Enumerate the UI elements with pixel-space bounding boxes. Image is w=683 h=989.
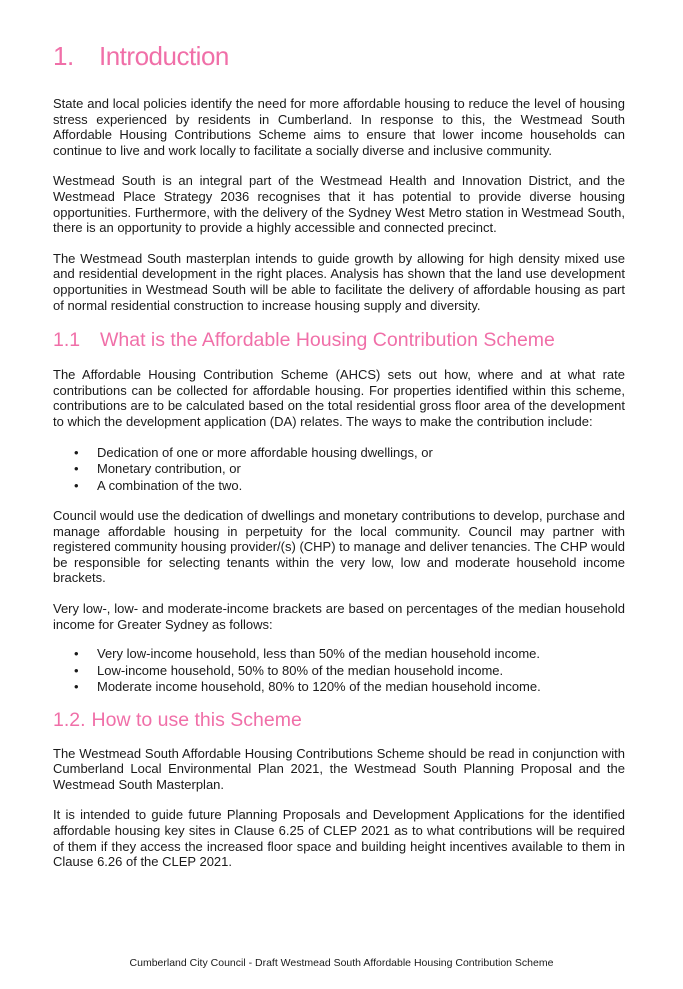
section-title: How to use this Scheme bbox=[91, 708, 302, 731]
section-1-2-paragraph-2: It is intended to guide future Planning Proposals and Development Applications for the identified affordable housing key sites in Clause 6.25 of CLEP 2021 as to what contributions will be required of them if they access the increased floor space and building height incentives available to them in Clause 6.26 of the CLEP 2021. bbox=[53, 807, 625, 870]
bullet-icon: • bbox=[74, 679, 79, 695]
list-item: • Dedication of one or more affordable housing dwellings, or bbox=[74, 444, 433, 460]
intro-paragraph-2: Westmead South is an integral part of the Westmead Health and Innovation District, and the Westmead Place Strategy 2036 recognises that it has potential to provide diverse housing opportunities. Furthermore, with the delivery of the Sydney West Metro station in Westmead South, there is an opportunity to provide a highly accessible and connected precinct. bbox=[53, 173, 625, 236]
bullet-icon: • bbox=[74, 444, 79, 460]
section-1-1-paragraph-2: Council would use the dedication of dwellings and monetary contributions to develop, purchase and manage affordable housing in perpetuity for the local community. Council may partner with registered community housing provider/(s) (CHP) to manage and deliver tenancies. The CHP would be responsible for selecting tenants within the very low, low and moderate household income brackets. bbox=[53, 508, 625, 586]
section-title: What is the Affordable Housing Contribution Scheme bbox=[100, 329, 555, 352]
list-item: • Very low-income household, less than 50% of the median household income. bbox=[74, 646, 540, 662]
heading-title: Introduction bbox=[99, 41, 229, 71]
section-1-1-paragraph-1: The Affordable Housing Contribution Scheme (AHCS) sets out how, where and at what rate contributions can be collected for affordable housing. For properties identified within this scheme, contributions are to be calculated based on the total residential gross floor area of the development to which the development application (DA) relates. The ways to make the contribution include: bbox=[53, 367, 625, 429]
bullet-icon: • bbox=[74, 646, 79, 662]
section-number: 1.2. bbox=[53, 708, 86, 731]
intro-paragraph-3: The Westmead South masterplan intends to guide growth by allowing for high density mixed use and residential development in the right places. Analysis has shown that the land use development opportunities in Westmead South will be able to facilitate the delivery of affordable housing as part of normal residential construction to increase housing supply and diversity. bbox=[53, 250, 625, 313]
bullet-icon: • bbox=[74, 662, 79, 678]
heading-section-1-1 bbox=[53, 326, 625, 354]
section-number: 1.1 bbox=[53, 329, 81, 352]
intro-paragraph-1: State and local policies identify the need for more affordable housing to reduce the level of housing stress experienced by residents in Cumberland. In response to this, the Westmead South Affordable Housing Contributions Scheme aims to ensure that lower income households can continue to live and work locally to facilitate a socially diverse and inclusive community. bbox=[53, 96, 625, 158]
list-item: • Monetary contribution, or bbox=[74, 461, 241, 476]
bullet-icon: • bbox=[74, 461, 79, 476]
heading-introduction bbox=[53, 36, 625, 76]
income-brackets-list bbox=[53, 646, 625, 696]
contribution-options-list bbox=[53, 445, 625, 495]
list-item: • Moderate income household, 80% to 120% of the median household income. bbox=[74, 679, 541, 695]
list-item: • Low-income household, 50% to 80% of the median household income. bbox=[74, 662, 504, 678]
section-1-2-paragraph-1: The Westmead South Affordable Housing Contributions Scheme should be read in conjunction with Cumberland Local Environmental Plan 2021, the Westmead South Planning Proposal and the Westmead South Masterplan. bbox=[53, 745, 625, 792]
section-1-1-paragraph-3: Very low-, low- and moderate-income brackets are based on percentages of the median household income for Greater Sydney as follows: bbox=[53, 600, 625, 632]
page-footer: Cumberland City Council - Draft Westmead South Affordable Housing Contribution Scheme bbox=[129, 957, 554, 969]
bullet-icon: • bbox=[74, 477, 79, 493]
heading-number: 1. bbox=[53, 41, 74, 71]
heading-section-1-2 bbox=[53, 706, 625, 734]
list-item: • A combination of the two. bbox=[74, 477, 243, 493]
document-page bbox=[53, 36, 625, 870]
